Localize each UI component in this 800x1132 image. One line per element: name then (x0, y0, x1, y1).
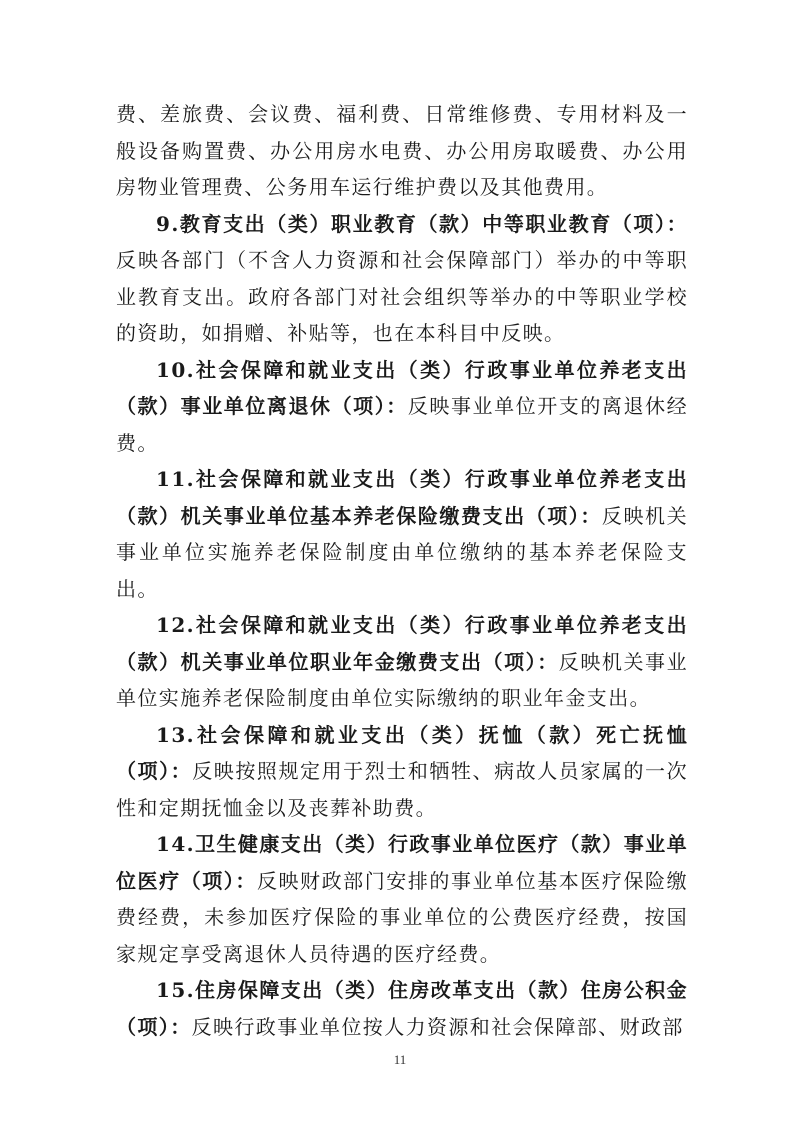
document-body (116, 96, 688, 1045)
paragraph-item-13 (116, 717, 688, 827)
paragraph-item-14 (116, 826, 688, 972)
item-text: 反映机关事业单位实施养老保险制度由单位缴纳的基本养老保险支出。 (116, 503, 688, 601)
paragraph-item-10 (116, 352, 688, 462)
item-text: 反映按照规定用于烈士和牺牲、病故人员家属的一次性和定期抚恤金以及丧葬补助费。 (116, 759, 688, 820)
item-heading: 14.卫生健康支出（类）行政事业单位医疗（款）事业单位医疗（项）： (116, 832, 688, 893)
item-heading: 13.社会保障和就业支出（类）抚恤（款）死亡抚恤（项）： (116, 722, 688, 783)
paragraph-item-15 (116, 972, 688, 1045)
paragraph-continuation (116, 96, 688, 206)
item-text: 反映机关事业单位实施养老保险制度由单位实际缴纳的职业年金支出。 (116, 649, 689, 710)
item-text: 反映事业单位开支的离退休经费。 (116, 394, 688, 455)
paragraph-text: 费、差旅费、会议费、福利费、日常维修费、专用材料及一般设备购置费、办公用房水电费、办公用房取暖费、办公用房物业管理费、公务用车运行维护费以及其他费用。 (116, 102, 688, 199)
paragraph-item-11 (116, 461, 688, 607)
page-number: 11 (393, 1052, 407, 1067)
paragraph-item-12 (116, 607, 688, 717)
item-text: 反映行政事业单位按人力资源和社会保障部、财政部 (191, 1014, 684, 1039)
item-heading: 9.教育支出（类）职业教育（款）中等职业教育（项）： (156, 211, 688, 236)
item-heading: 15.住房保障支出（类）住房改革支出（款）住房公积金（项）： (116, 978, 688, 1039)
item-heading: 12.社会保障和就业支出（类）行政事业单位养老支出（款）机关事业单位职业年金缴费支出（项）： (116, 613, 688, 674)
item-heading: 11.社会保障和就业支出（类）行政事业单位养老支出（款）机关事业单位基本养老保险缴费支出（项）： (116, 467, 688, 528)
item-text: 反映各部门（不含人力资源和社会保障部门）举办的中等职业教育支出。政府各部门对社会组织等举办的中等职业学校的资助，如捐赠、补贴等，也在本科目中反映。 (116, 248, 688, 345)
paragraph-item-9 (116, 206, 688, 352)
item-heading: 10.社会保障和就业支出（类）行政事业单位养老支出（款）事业单位离退休（项）： (116, 357, 688, 418)
item-text: 反映财政部门安排的事业单位基本医疗保险缴费经费，未参加医疗保险的事业单位的公费医疗经费，按国家规定享受离退休人员待遇的医疗经费。 (116, 868, 688, 966)
